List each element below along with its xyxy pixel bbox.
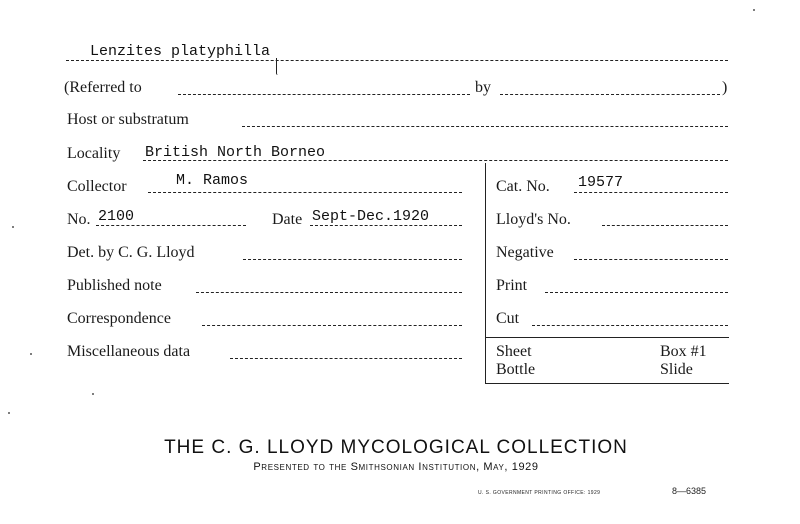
published-note-line xyxy=(196,292,462,293)
sheet-label: Sheet xyxy=(496,343,532,360)
det-by-label: Det. by C. G. Lloyd xyxy=(67,244,195,261)
collection-subtitle: Presented to the Smithsonian Institution, May, 1929 xyxy=(253,461,539,473)
right-box-border xyxy=(485,163,486,384)
cut-line xyxy=(532,325,728,326)
referred-to-label: (Referred to xyxy=(64,79,142,96)
form-number: 8—6385 xyxy=(672,486,707,496)
scan-speck xyxy=(30,353,32,355)
lloyds-no-label: Lloyd's No. xyxy=(496,211,571,228)
det-by-line xyxy=(243,259,462,260)
date-line xyxy=(310,225,462,226)
correspondence-line xyxy=(202,325,462,326)
collection-title: THE C. G. LLOYD MYCOLOGICAL COLLECTION xyxy=(164,437,628,458)
collector-value: M. Ramos xyxy=(176,172,249,189)
referred-to-line xyxy=(178,94,470,95)
locality-line xyxy=(143,160,728,161)
misc-data-line xyxy=(230,358,462,359)
locality-label: Locality xyxy=(67,145,121,162)
scan-speck xyxy=(12,226,14,228)
no-value: 2100 xyxy=(98,208,135,225)
right-box-divider xyxy=(485,337,729,338)
printer-imprint: U. S. GOVERNMENT PRINTING OFFICE: 1929 xyxy=(478,490,601,496)
correspondence-label: Correspondence xyxy=(67,310,171,327)
slide-label: Slide xyxy=(660,361,693,378)
negative-label: Negative xyxy=(496,244,554,261)
species-line xyxy=(66,60,728,61)
close-paren: ) xyxy=(722,79,728,96)
print-line xyxy=(545,292,728,293)
negative-line xyxy=(574,259,728,260)
scan-speck xyxy=(92,393,94,395)
date-value: Sept-Dec.1920 xyxy=(312,208,430,225)
locality-value: British North Borneo xyxy=(145,144,326,161)
cut-label: Cut xyxy=(496,310,520,327)
host-label: Host or substratum xyxy=(67,111,189,128)
published-note-label: Published note xyxy=(67,277,162,294)
scan-speck xyxy=(8,412,10,414)
collector-line xyxy=(148,192,462,193)
right-box-bottom xyxy=(485,383,729,384)
scan-speck xyxy=(753,9,755,11)
no-line xyxy=(96,225,246,226)
no-label: No. xyxy=(67,211,91,228)
host-line xyxy=(242,126,728,127)
misc-data-label: Miscellaneous data xyxy=(67,343,191,360)
lloyds-no-line xyxy=(602,225,728,226)
collector-label: Collector xyxy=(67,178,127,195)
print-label: Print xyxy=(496,277,528,294)
cat-no-label: Cat. No. xyxy=(496,178,550,195)
date-label: Date xyxy=(272,211,303,228)
cat-no-value: 19577 xyxy=(578,174,624,191)
cat-no-line xyxy=(574,192,728,193)
by-line xyxy=(500,94,720,95)
bottle-label: Bottle xyxy=(496,361,536,378)
species-name: Lenzites platyphilla xyxy=(90,43,271,60)
box-label: Box #1 xyxy=(660,343,707,360)
by-label: by xyxy=(475,79,491,96)
